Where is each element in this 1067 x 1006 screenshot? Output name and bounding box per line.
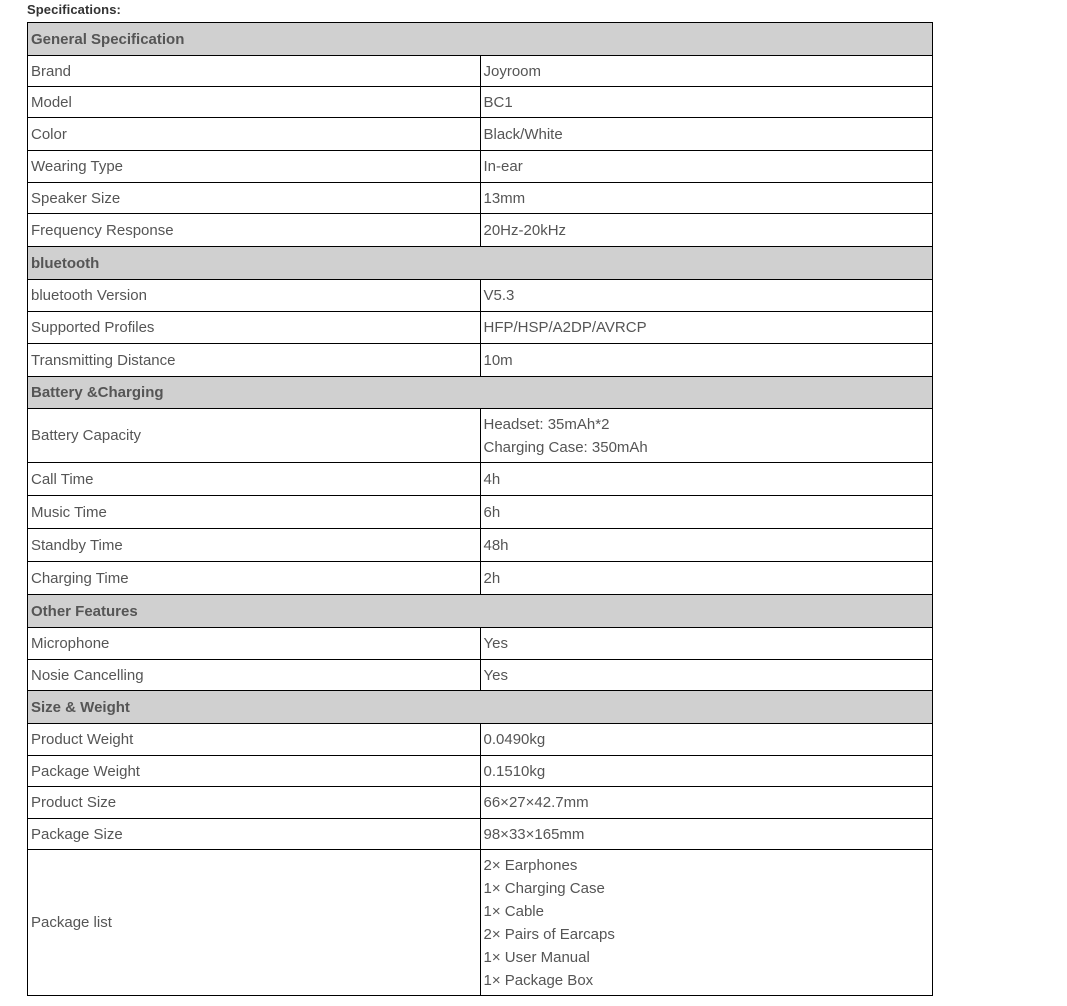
spec-value xyxy=(480,214,933,247)
spec-value xyxy=(480,850,933,996)
spec-row xyxy=(28,312,933,344)
spec-value xyxy=(480,628,933,660)
specifications-table-body xyxy=(28,23,933,996)
spec-row xyxy=(28,787,933,819)
spec-value xyxy=(480,529,933,562)
spec-value-line: 2h xyxy=(483,569,501,587)
spec-value-line: 1× Package Box xyxy=(483,971,594,989)
section-title: General Specification xyxy=(28,23,933,56)
spec-label: Supported Profiles xyxy=(28,312,481,344)
spec-label: Speaker Size xyxy=(28,183,481,214)
spec-row xyxy=(28,529,933,562)
section-header-row xyxy=(28,691,933,724)
section-title: Size & Weight xyxy=(28,691,933,724)
spec-label: Package Weight xyxy=(28,756,481,787)
spec-row xyxy=(28,280,933,312)
spec-value-line: 48h xyxy=(483,536,509,554)
spec-row xyxy=(28,118,933,151)
spec-label: Brand xyxy=(28,56,481,87)
spec-value xyxy=(480,118,933,151)
spec-row xyxy=(28,151,933,183)
spec-row xyxy=(28,628,933,660)
spec-row xyxy=(28,183,933,214)
spec-value-line: 98×33×165mm xyxy=(483,825,585,843)
spec-label: Nosie Cancelling xyxy=(28,660,481,691)
spec-value xyxy=(480,496,933,529)
spec-value xyxy=(480,56,933,87)
spec-label: Transmitting Distance xyxy=(28,344,481,377)
spec-row xyxy=(28,214,933,247)
spec-value-line: BC1 xyxy=(483,93,513,111)
section-header-row xyxy=(28,595,933,628)
spec-value-line: 1× User Manual xyxy=(483,948,590,966)
spec-label: Package Size xyxy=(28,819,481,850)
spec-row xyxy=(28,344,933,377)
spec-value xyxy=(480,312,933,344)
spec-value xyxy=(480,344,933,377)
page-title: Specifications: xyxy=(27,2,121,17)
spec-row xyxy=(28,496,933,529)
spec-value-line: 4h xyxy=(483,470,501,488)
spec-value-line: HFP/HSP/A2DP/AVRCP xyxy=(483,319,647,336)
spec-label: Package list xyxy=(28,850,481,996)
spec-label: Frequency Response xyxy=(28,214,481,247)
spec-value xyxy=(480,280,933,312)
spec-label: Color xyxy=(28,118,481,151)
spec-row xyxy=(28,562,933,595)
spec-label: Battery Capacity xyxy=(28,409,481,463)
section-title: Other Features xyxy=(28,595,933,628)
spec-row xyxy=(28,56,933,87)
spec-value-line: Yes xyxy=(483,666,508,684)
spec-value-line: 1× Charging Case xyxy=(483,879,605,897)
spec-value xyxy=(480,819,933,850)
spec-value-line: 6h xyxy=(483,503,501,521)
spec-value-line: Headset: 35mAh*2 xyxy=(483,415,610,433)
spec-row xyxy=(28,463,933,496)
spec-row xyxy=(28,850,933,996)
spec-value xyxy=(480,151,933,183)
spec-value xyxy=(480,562,933,595)
spec-value-line: 66×27×42.7mm xyxy=(483,794,589,811)
spec-row xyxy=(28,756,933,787)
section-header-row xyxy=(28,247,933,280)
spec-value-line: 1× Cable xyxy=(483,902,544,920)
section-header-row xyxy=(28,23,933,56)
spec-row xyxy=(28,87,933,118)
spec-value xyxy=(480,463,933,496)
section-title: bluetooth xyxy=(28,247,933,280)
spec-value-line: In-ear xyxy=(483,158,523,175)
spec-label: Product Weight xyxy=(28,724,481,756)
spec-value-line: Yes xyxy=(483,635,508,652)
spec-value xyxy=(480,660,933,691)
spec-value xyxy=(480,724,933,756)
spec-value-line: 13mm xyxy=(483,189,526,207)
spec-value-line: 2× Earphones xyxy=(483,856,578,874)
spec-value-line: V5.3 xyxy=(483,287,515,304)
spec-label: Call Time xyxy=(28,463,481,496)
spec-value-line: Black/White xyxy=(483,125,563,143)
spec-label: Microphone xyxy=(28,628,481,660)
spec-value-line: 10m xyxy=(483,351,513,369)
spec-value-line: Joyroom xyxy=(483,62,542,80)
spec-value xyxy=(480,787,933,819)
spec-value-line: Charging Case: 350mAh xyxy=(483,438,648,456)
spec-label: Music Time xyxy=(28,496,481,529)
spec-value-line: 0.0490kg xyxy=(483,731,546,748)
section-header-row xyxy=(28,377,933,409)
spec-label: Standby Time xyxy=(28,529,481,562)
spec-label: Wearing Type xyxy=(28,151,481,183)
spec-label: Product Size xyxy=(28,787,481,819)
spec-row xyxy=(28,409,933,463)
spec-label: Model xyxy=(28,87,481,118)
specifications-table xyxy=(27,22,933,996)
spec-value xyxy=(480,87,933,118)
spec-value-line: 0.1510kg xyxy=(483,762,546,780)
spec-row xyxy=(28,660,933,691)
spec-value-line: 2× Pairs of Earcaps xyxy=(483,925,615,943)
spec-row xyxy=(28,819,933,850)
spec-value xyxy=(480,409,933,463)
spec-value xyxy=(480,756,933,787)
spec-label: Charging Time xyxy=(28,562,481,595)
section-title: Battery &Charging xyxy=(28,377,933,409)
spec-value-line: 20Hz-20kHz xyxy=(483,221,567,239)
spec-value xyxy=(480,183,933,214)
spec-row xyxy=(28,724,933,756)
spec-label: bluetooth Version xyxy=(28,280,481,312)
